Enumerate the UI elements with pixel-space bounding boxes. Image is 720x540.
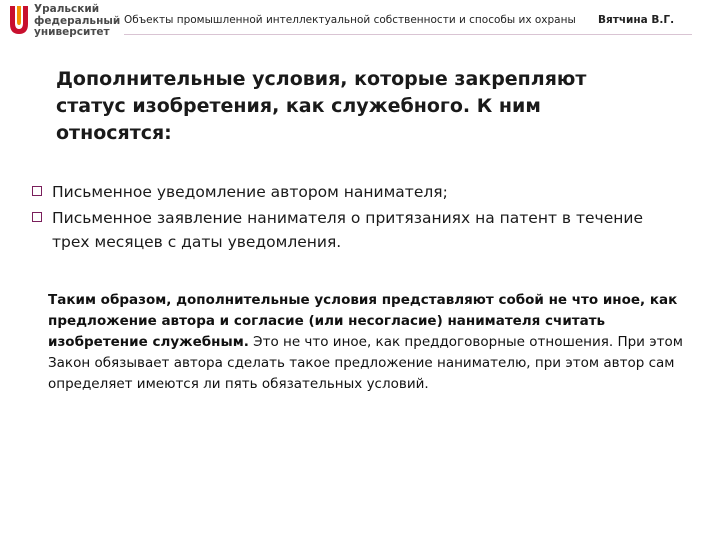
- bullet-text: Письменное заявление нанимателя о притязаниях на патент в течение трех месяцев с даты уведомления.: [52, 209, 643, 251]
- logo-line-3: университет: [34, 26, 110, 38]
- slide-title: Дополнительные условия, которые закрепляют статус изобретения, как служебного. К ним относятся:: [56, 68, 587, 144]
- summary-regular-text: Это не что иное, как преддоговорные отношения. При этом Закон обязывает автора сделать такое предложение нанимателю, при этом автор сам определяет имеются ли пять обязательных условий.: [48, 334, 683, 392]
- bullet-list: [28, 180, 668, 256]
- bullet-text: Письменное уведомление автором нанимателя;: [52, 183, 448, 201]
- list-item: [28, 206, 668, 254]
- logo-line-2: федеральный: [34, 14, 121, 27]
- summary-bold-text: Таким образом, дополнительные условия представляют собой не что иное, как предложение автора и согласие (или несогласие) нанимателя считать изобретение служебным.: [48, 292, 678, 350]
- urfu-logo-icon: [8, 4, 30, 38]
- summary-paragraph: [48, 290, 698, 395]
- slide-header: [0, 0, 720, 44]
- square-bullet-icon: [32, 212, 42, 222]
- logo-line-1: Уральский: [34, 3, 100, 15]
- square-bullet-icon: [32, 186, 42, 196]
- author-name: Вятчина В.Г.: [598, 14, 675, 26]
- list-item: [28, 180, 668, 204]
- header-divider: [124, 34, 692, 35]
- university-logo: [8, 3, 121, 42]
- course-title: Объекты промышленной интеллектуальной собственности и способы их охраны: [124, 14, 576, 26]
- logo-wordmark: [34, 4, 120, 39]
